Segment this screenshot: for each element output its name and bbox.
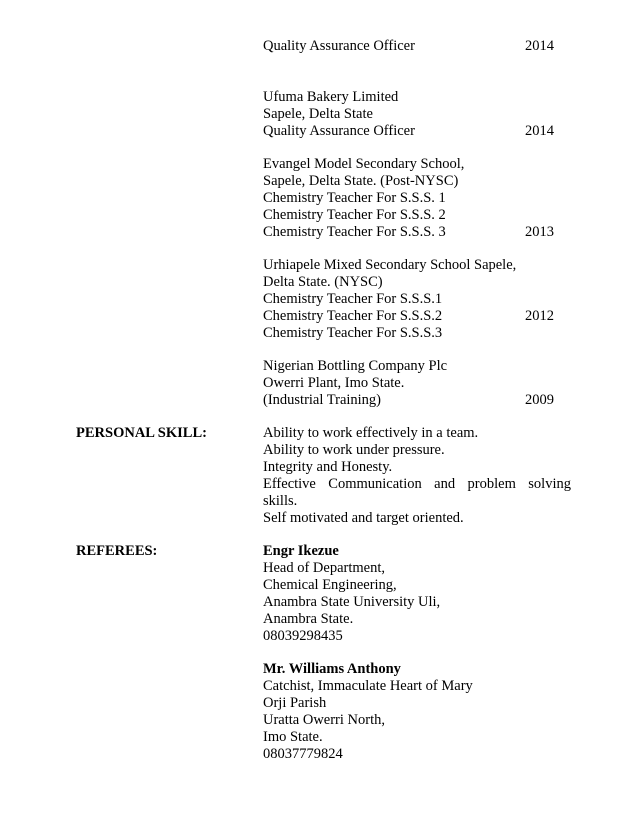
referees-heading: REFEREES: — [76, 543, 158, 559]
entry2-location: Sapele, Delta State — [263, 106, 373, 122]
entry5-year: 2009 — [525, 392, 554, 408]
skill-item: Ability to work under pressure. — [263, 442, 445, 458]
skill-item: skills. — [263, 493, 298, 509]
referee1-line: Chemical Engineering, — [263, 577, 397, 593]
entry4-line: Delta State. (NYSC) — [263, 274, 383, 290]
entry3-line: Chemistry Teacher For S.S.S. 2 — [263, 207, 446, 223]
referee2-phone: 08037779824 — [263, 746, 343, 762]
entry2-title: Quality Assurance Officer — [263, 123, 415, 139]
entry4-line: Chemistry Teacher For S.S.S.2 — [263, 308, 443, 324]
referee2-line: Catchist, Immaculate Heart of Mary — [263, 678, 473, 694]
entry4-line: Chemistry Teacher For S.S.S.1 — [263, 291, 443, 307]
referee2-name: Mr. Williams Anthony — [263, 661, 401, 677]
entry5-line: (Industrial Training) — [263, 392, 382, 408]
entry2-year: 2014 — [525, 123, 554, 139]
skill-item: Ability to work effectively in a team. — [263, 425, 479, 441]
entry2-company: Ufuma Bakery Limited — [263, 89, 399, 105]
entry3-line: Chemistry Teacher For S.S.S. 1 — [263, 190, 446, 206]
referee1-phone: 08039298435 — [263, 628, 343, 644]
entry4-line: Chemistry Teacher For S.S.S.3 — [263, 325, 443, 341]
skill-item: Effective Communication and problem solving — [263, 476, 571, 492]
entry4-line: Urhiapele Mixed Secondary School Sapele, — [263, 257, 517, 273]
entry1-year: 2014 — [525, 38, 554, 54]
entry5-line: Owerri Plant, Imo State. — [263, 375, 405, 391]
entry3-line: Chemistry Teacher For S.S.S. 3 — [263, 224, 446, 240]
referee1-line: Anambra State University Uli, — [263, 594, 441, 610]
entry3-line: Evangel Model Secondary School, — [263, 156, 465, 172]
referee2-line: Uratta Owerri North, — [263, 712, 385, 728]
skill-item: Self motivated and target oriented. — [263, 510, 464, 526]
referee1-line: Head of Department, — [263, 560, 385, 576]
referee2-line: Imo State. — [263, 729, 323, 745]
entry3-line: Sapele, Delta State. (Post-NYSC) — [263, 173, 459, 189]
referee1-name: Engr Ikezue — [263, 543, 339, 559]
skill-item: Integrity and Honesty. — [263, 459, 393, 475]
entry4-year: 2012 — [525, 308, 554, 324]
entry3-year: 2013 — [525, 224, 554, 240]
personal-skill-heading: PERSONAL SKILL: — [76, 425, 207, 441]
entry1-title: Quality Assurance Officer — [263, 38, 415, 54]
entry5-line: Nigerian Bottling Company Plc — [263, 358, 448, 374]
referee1-line: Anambra State. — [263, 611, 354, 627]
referee2-line: Orji Parish — [263, 695, 327, 711]
